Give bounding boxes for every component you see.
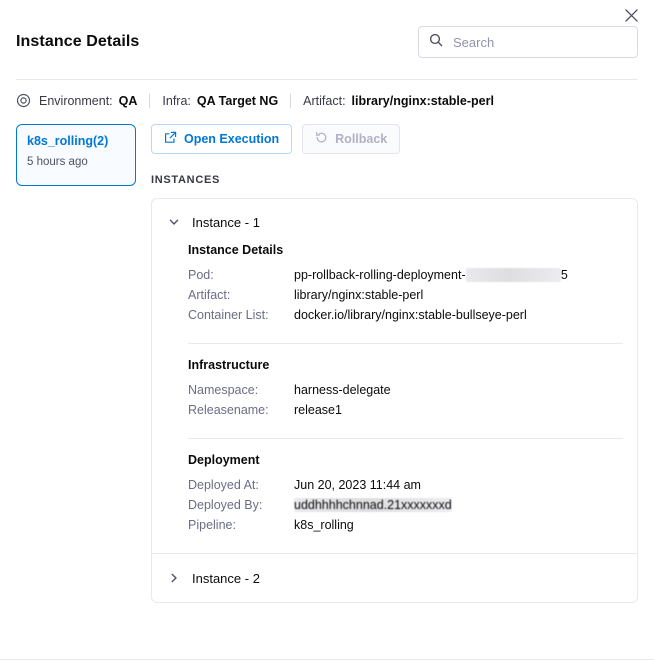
page-title: Instance Details [16,33,140,50]
row-namespace [188,383,623,397]
group-title: Infrastructure [188,358,270,372]
close-icon[interactable] [616,0,646,30]
rollback-label: Rollback [335,132,388,146]
search-box[interactable] [418,26,638,58]
panel-header [0,0,654,58]
instance-2-header[interactable] [152,554,637,602]
pod-value-suffix: 5 [560,268,568,282]
rollback-button[interactable] [302,124,400,154]
row-key: Pipeline: [188,518,236,532]
row-value: library/nginx:stable-perl [294,288,424,302]
instance-1-header[interactable] [152,199,637,243]
pod-value-redacted [466,268,561,282]
infra-label: Infra: [162,93,191,108]
row-value: release1 [294,403,342,417]
chevron-down-icon[interactable] [166,214,182,230]
environment-value: QA [118,93,138,108]
group-infrastructure [188,358,623,438]
group-divider [188,343,623,344]
group-deployment [188,453,623,553]
execution-list [16,124,136,186]
group-instance-details [188,243,623,343]
infra-value: QA Target NG [196,93,279,108]
group-divider [188,438,623,439]
instance-2-title: Instance - 2 [192,570,260,586]
row-key: Releasename: [188,403,269,417]
chevron-right-icon[interactable] [166,570,182,586]
meta-separator-2 [290,94,291,108]
row-value: docker.io/library/nginx:stable-bullseye-perl [294,308,527,322]
search-icon [429,33,451,52]
row-pipeline [188,518,623,532]
meta-summary-row [0,80,654,108]
instance-1-body [152,243,637,553]
row-artifact [188,288,623,302]
external-link-icon [164,131,177,147]
execution-name: k8s_rolling(2) [27,134,109,148]
open-execution-label: Open Execution [184,132,280,146]
instance-1-title: Instance - 1 [192,214,260,230]
row-value: Jun 20, 2023 11:44 am [294,478,421,492]
pod-value-prefix: pp-rollback-rolling-deployment- [294,268,466,282]
rollback-icon [315,131,328,147]
execution-time: 5 hours ago [27,156,88,168]
environment-label: Environment: [39,93,113,108]
search-input[interactable] [451,34,627,51]
action-bar [151,124,638,154]
group-title: Deployment [188,453,260,467]
row-container-list [188,308,623,322]
row-value-redacted: uddhhhhchnnad.21xxxxxxxd [294,498,452,512]
row-key: Pod: [188,268,214,282]
row-pod [188,268,623,282]
execution-card[interactable] [16,124,136,186]
target-icon [16,93,31,108]
detail-column [136,124,638,603]
artifact-value: library/nginx:stable-perl [351,93,494,108]
row-deployed-at [188,478,623,492]
row-key: Namespace: [188,383,259,397]
row-key: Deployed At: [188,478,259,492]
group-title: Instance Details [188,243,284,257]
row-releasename [188,403,623,417]
row-value [294,268,568,282]
panel-body [0,108,654,603]
row-key: Container List: [188,308,269,322]
meta-separator-1 [149,94,150,108]
instances-card [151,198,638,603]
instances-section-label: INSTANCES [151,174,221,186]
row-value: harness-delegate [294,383,391,397]
open-execution-button[interactable] [151,124,292,154]
artifact-label: Artifact: [303,93,346,108]
row-deployed-by [188,498,623,512]
row-key: Deployed By: [188,498,263,512]
row-value: k8s_rolling [294,518,354,532]
row-key: Artifact: [188,288,231,302]
